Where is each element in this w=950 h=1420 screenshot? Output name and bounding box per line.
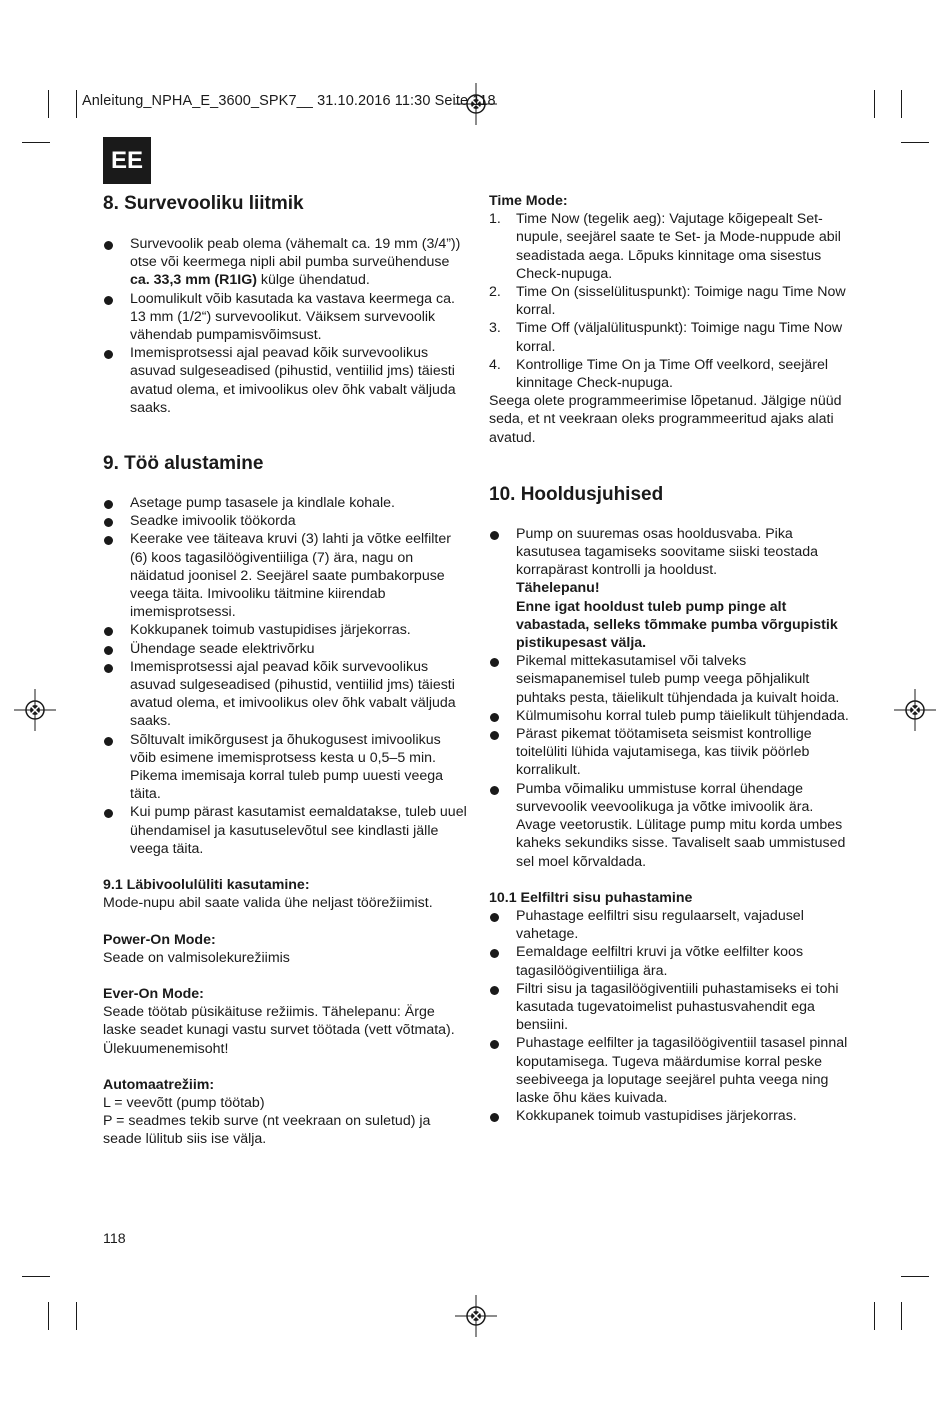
registration-mark-icon xyxy=(894,689,936,731)
section-9-title: 9. Töö alustamine xyxy=(103,453,264,475)
list-item: Loomulikult võib kasutada ka vastava keermega ca. 13 mm (1/2“) survevoolikut. Väiksem survevoolik vähendab pumpamisvõimsust. xyxy=(103,290,468,345)
page-number: 118 xyxy=(103,1231,126,1247)
power-on-mode-title: Power-On Mode: xyxy=(103,931,216,948)
auto-mode-p: P = seadmes tekib surve (nt veekraan on suletud) ja seade lülitub siis ise välja. xyxy=(103,1113,431,1148)
section-9-1-title: 9.1 Läbivoolulüliti kasutamine: xyxy=(103,877,310,894)
list-item: Puhastage eelfiltri sisu regulaarselt, vajadusel vahetage. xyxy=(489,907,854,943)
auto-mode-title: Automaatrežiim: xyxy=(103,1076,215,1093)
ever-on-mode-title: Ever-On Mode: xyxy=(103,985,204,1002)
section-9-list xyxy=(103,494,468,858)
time-mode-title: Time Mode: xyxy=(489,193,568,209)
list-item: 2. Time On (sisselülituspunkt): Toimige nagu Time Now korral. xyxy=(489,284,846,319)
list-item: Survevoolik peab olema (vähemalt ca. 19 mm (3/4”)) otse või keermega nipli abil pumba surveühenduse ca. 33,3 mm (R1IG) külge ühendatud. xyxy=(103,235,468,290)
list-item: Imemisprotsessi ajal peavad kõik survevoolikus asuvad sulgeseadised (pihustid, ventiilid jms) täiesti avatud olema, et imivoolikus olev õhk vabalt väljuda saaks. xyxy=(103,344,468,417)
section-10-1-list xyxy=(489,907,854,1125)
list-item: Kokkupanek toimub vastupidises järjekorras. xyxy=(103,621,468,639)
list-item: Külmumisohu korral tuleb pump täielikult tühjendada. xyxy=(489,707,854,725)
warning-title: Tähelepanu! xyxy=(516,580,600,597)
list-item: Filtri sisu ja tagasilöögiventiili puhastamiseks ei tohi kasutada tugevatoimelist puhastusvahendit ega bensiini. xyxy=(489,980,854,1035)
list-item: 4. Kontrollige Time On ja Time Off veelkord, seejärel kinnitage Check-nupuga. xyxy=(489,356,828,392)
section-10-list xyxy=(489,525,854,871)
list-item: Seadke imivoolik töökorda xyxy=(103,512,468,530)
list-item: Kui pump pärast kasutamist eemaldatakse, tuleb uuel ühendamisel ja kasutuselevõtul see kindlasti jälle veega täita. xyxy=(103,803,468,858)
print-header: Anleitung_NPHA_E_3600_SPK7__ 31.10.2016 11:30 Seite 118 xyxy=(82,93,496,109)
warning-text: Enne igat hooldust tuleb pump pinge alt vabastada, selleks tõmmake pumba võrgupistik pistikupesast välja. xyxy=(516,598,838,652)
list-item: Pärast pikemat töötamiseta seismist kontrollige toitelüliti lühida vajutamisega, kas tiivik pöörleb korralikult. xyxy=(489,725,854,780)
time-mode-footer: Seega olete programmeerimise lõpetanud. Jälgige nüüd seda, et nt veekraan oleks programmeeritud ajaks alati avatud. xyxy=(489,393,842,446)
list-item: Imemisprotsessi ajal peavad kõik survevoolikus asuvad sulgeseadised (pihustid, ventiilid jms) täiesti avatud olema, et imivoolikus olev õhk vabalt väljuda saaks. xyxy=(103,658,468,731)
registration-mark-icon xyxy=(14,689,56,731)
language-badge: EE xyxy=(103,137,151,184)
section-8-title: 8. Survevooliku liitmik xyxy=(103,193,304,214)
list-item: Asetage pump tasasele ja kindlale kohale. xyxy=(103,494,468,512)
list-item: Pumba võimaliku ummistuse korral ühendage survevoolik veevoolikuga ja võtke imivoolik ära. Avage veetorustik. Lülitage pump mitu korda umbes kaheks sekundiks sisse. Tavaliselt saab ummistused sel moel kõrvaldada. xyxy=(489,780,854,871)
time-mode-list xyxy=(489,210,854,392)
left-column xyxy=(103,192,468,1149)
list-item: Puhastage eelfilter ja tagasilöögiventiil tasasel pinnal koputamisega. Tugeva määrdumise korral peske seebiveega ja loputage seejärel puhta veega ning laske õhu käes kuivada. xyxy=(489,1034,854,1107)
section-9-1-text: Mode-nupu abil saate valida ühe neljast töörežiimist. xyxy=(103,895,433,912)
list-item: Sõltuvalt imikõrgusest ja õhukogusest imivoolikus võib esimene imemisprotsess kesta u 0,5–5 min. Pikema imemisaja korral tuleb pump uuesti veega täita. xyxy=(103,731,468,804)
list-item: Keerake vee täiteava kruvi (3) lahti ja võtke eelfilter (6) koos tagasilöögiventiiliga (7) ära, nagu on näidatud joonisel 2. Seejärel saate pumbakorpuse veega täita. Imivooliku täitmine kiirendab imemisprotsessi. xyxy=(103,530,468,621)
list-item: Pump on suuremas osas hooldusvaba. Pika kasutusea tagamiseks soovitame siiski teostada korrapärast kontrolli ja hooldust. Tähelepanu! Enne igat hooldust tuleb pump pinge alt vabastada, selleks tõmmake pumba võrgupistik pistikupesast välja. xyxy=(489,525,854,652)
list-item: Eemaldage eelfiltri kruvi ja võtke eelfilter koos tagasilöögiventiiliga ära. xyxy=(489,943,854,979)
section-10-1-title: 10.1 Eelfiltri sisu puhastamine xyxy=(489,889,693,906)
list-item: 1. Time Now (tegelik aeg): Vajutage kõigepealt Set-nupule, seejärel saate te Set- ja Mode-nuppude abil seadistada aega. Lõpuks kinnitage oma sisestus Check-nupuga. xyxy=(489,211,841,282)
section-10-title: 10. Hooldusjuhised xyxy=(489,483,664,505)
list-item: Pikemal mittekasutamisel või talveks seismapanemisel tuleb pump veega põhjalikult puhtaks pesta, täielikult tühjendada ja kuivalt hoida. xyxy=(489,652,854,707)
list-item: Kokkupanek toimub vastupidises järjekorras. xyxy=(489,1107,854,1125)
ever-on-mode-text: Seade töötab püsikäituse režiimis. Tähelepanu: Ärge laske seadet kunagi vastu survet töötada (vett võtmata). Ülekuumenemisoht! xyxy=(103,1004,455,1057)
right-column xyxy=(489,192,854,1125)
section-8-list xyxy=(103,235,468,417)
auto-mode-l: L = veevõtt (pump töötab) xyxy=(103,1094,265,1111)
list-item: Ühendage seade elektrivõrku xyxy=(103,640,468,658)
power-on-mode-text: Seade on valmisolekurežiimis xyxy=(103,949,290,966)
registration-mark-icon xyxy=(455,1295,497,1337)
list-item: 3. Time Off (väljalülituspunkt): Toimige nagu Time Now korral. xyxy=(489,320,843,355)
